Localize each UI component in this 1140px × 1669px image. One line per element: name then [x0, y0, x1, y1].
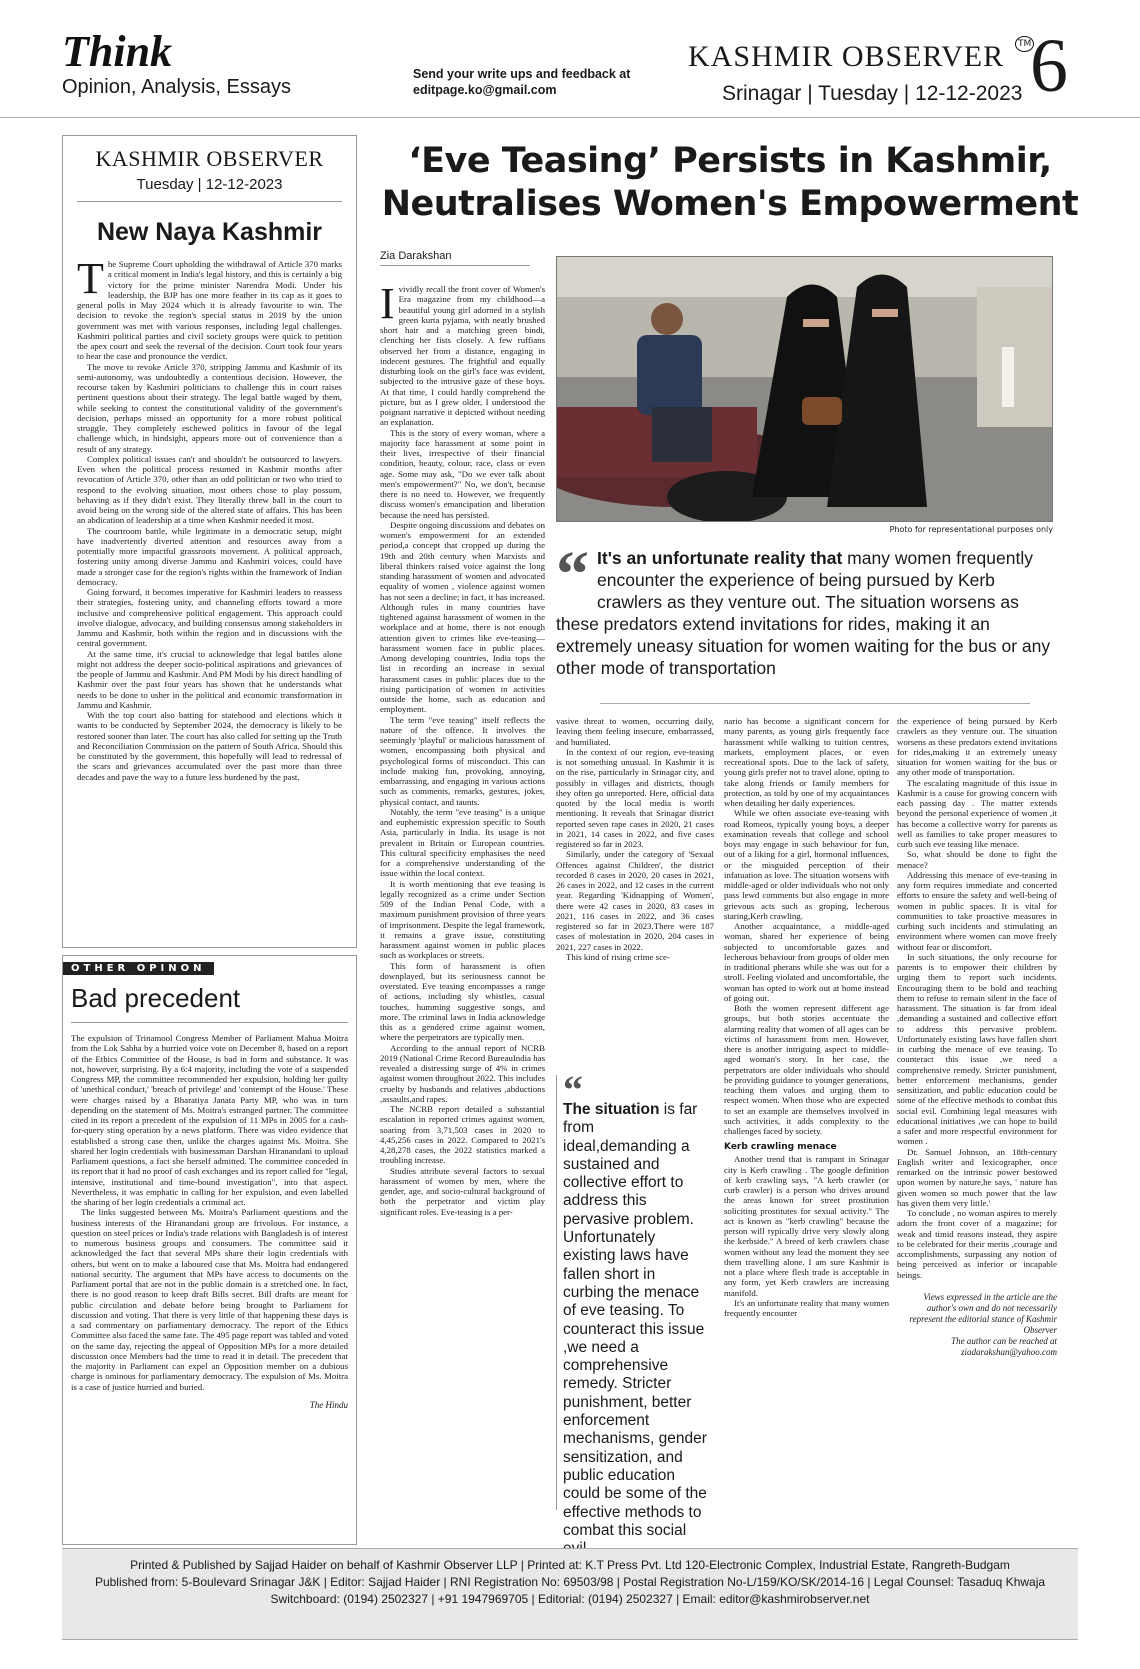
article-column-2: [556, 716, 714, 962]
paragraph: The term "eve teasing" itself reflects the nature of the offence. It involves the seemingly 'playful' or malicious harassment of women, encompassing both physical and psychological forms of misconduct. This can include making fun, provoking, annoying, embarrassing, and engaging in various actions such as comments, remarks, gestures, jokes, physical contact, and taunts.: [380, 714, 545, 807]
paragraph: The courtroom battle, while legitimate in a democratic setup, might have inadvertently diverted attention and resources away from a potentially more impactful grassroots movement. A political approach, fostering unity among diverse Jammu and Kashmiri voices, could have made a stronger case for the region's rights within the framework of Indian democracy.: [77, 525, 342, 587]
article-column-3: [724, 716, 889, 1318]
paragraph: The escalating magnitude of this issue in Kashmir is a cause for growing concern with each passing day . The matter extends beyond the personal experience of women ,it has become a collective worry for parents as well as families to take proper measures to curb such eve teasing like menace.: [897, 777, 1057, 849]
paragraph: Studies attribute several factors to sexual harassment of women by men, where the gender, age, and socio-cultural background of both the perpetrator and victim play significant roles. Eve-teasing is a per-: [380, 1165, 545, 1217]
imprint-line: Published from: 5-Boulevard Srinagar J&K | Editor: Sajjad Haider | RNI Registration No: 69503/98 | Postal Registration No-L/159/KO/SK/2014-16 | Legal Counsel: Tasaduq Khwaja: [94, 1575, 1046, 1589]
photo-illustration: [557, 257, 1053, 522]
paragraph: Going forward, it becomes imperative for Kashmiri leaders to reassess their strategies, fostering unity, and channeling efforts toward a more inclusive and comprehensive political engagement. This approach could involve dialogue, advocacy, and building consensus among stakeholders in Jammu and Kashmir, both within the region and in discussions with the central government.: [77, 587, 342, 649]
page-number: 6: [1030, 24, 1068, 108]
paragraph: The NCRB report detailed a substantial escalation in reported crimes against women, soaring from 3,71,503 cases in 2020 to 4,45,256 cases in 2022. Compared to 2021's 4,28,278 cases, the 2022 statistics marked a troubling increase.: [380, 1104, 545, 1166]
paragraph: The links suggested between Ms. Moitra's Parliament questions and the business interests of the Hiranandani group are frivolous. For instance, a question on steel prices or India's trade relations with Bangladesh is of interest to numerous business groups and consumers. The committee said it acknowledged the fact that several MPs share their login credentials with others, but went on to make a laboured case that Ms. Moitra had endangered national security. The argument that MPs have access to documents on the Parliament portal that are not in the public domain is a stretched one. In fact, there is no good reason to keep draft Bills secret. Bill drafts are meant for public circulation and debate before being brought to Parliament for discussion and voting. That there is very little of that happening these days is a sad commentary on parliamentary democracy. The report of the Ethics Committee also faced the same fate. The 495 page report was tabled and voted on the same day, rejecting the appeal of Opposition MPs for a more detailed discussion once Members had the time to read it in detail. The precedent that the majority in Parliament can expel an Opposition member on a dubious charge is ominous for parliamentary democracy. The expulsion of Ms. Moitra is a case of justice hurried and buried.: [71, 1207, 348, 1392]
divider: [600, 703, 1030, 704]
pull-quote-main: [556, 538, 1056, 679]
paragraph: So, what should be done to fight the menace?: [897, 849, 1057, 870]
byline: Zia Darakshan: [380, 250, 530, 266]
pull-quote-lead: The situation: [563, 1101, 660, 1118]
paragraph: Complex political issues can't and shouldn't be outsourced to lawyers. Even when the political process resumed in Kashmir months after revocation of Article 370, other than an odd politician or two who tried to respond to the evolving situation, most others chose to play possum, behaving as if they didn't exist. They literally threw ball in the court to avoid being on the wrong side of the altered state of affairs. This has been an abdication of leadership at a time when Kashmir needed it most.: [77, 453, 342, 526]
dropcap: T: [77, 254, 104, 303]
editorial-title: New Naya Kashmir: [96, 218, 323, 246]
paragraph: Another trend that is rampant in Srinagar city is Kerb crawling . The google definition of kerb crawling says, "A kerb crawler (or curb crawler) is a person who drives around the areas known for street prostitution soliciting prostitutes for sexual activity." The act is known as "kerb crawling" because the person will typically drive very slowly along the kerbside." A breed of kerb crawlers chase women without any lead the moment they see them travelling alone. I am sure Kashmir is not a place where flesh trade is acceptable in any form, yet Kerb crawlers are increasing manifold.: [724, 1154, 889, 1298]
paragraph: This is the story of every woman, where a majority face harassment at some point in their lives, irrespective of their financial condition, beauty, colour, race, class or even age. Some may ask, "Do we ever talk about men's empowerment?" No, we don't, because there is no need to. However, we frequently discuss women's emancipation and liberation because the need has persisted.: [380, 427, 545, 520]
pull-quote-side: [556, 1067, 708, 1539]
paragraph: In such situations, the only recourse for parents is to empower their children by urging them to report such incidents. Encouraging them to be bold and teaching them to refuse to remain silent in the face of harassment. The situation is far from ideal ,demanding a sustained and collective effort to address this pervasive problem. Unfortunately existing laws have fallen short in curbing the menace of eve teasing. To counteract this issue ,we need a comprehensive remedy. Stricter punishment, better enforcement mechanisms, gender sensitization, and public education could be some of the effective methods to combat this social evil. Combining legal measures with educational initiatives ,we can hope to build a safer and more respectful environment for women .: [897, 951, 1057, 1147]
quote-mark-icon: “: [563, 1067, 583, 1112]
paragraph: Another acquaintance, a middle-aged woman, shared her experience of being subjected to uncomfortable gazes and lecherous behaviour from groups of older men in traditional pherans while she was out for a stroll. Feeling violated and uncomfortable, the woman has opted to work out at home instead of going out.: [724, 921, 889, 1003]
paragraph: vasive threat to women, occurring daily, leaving them feeling insecure, embarrassed, and humiliated.: [556, 716, 714, 747]
paper-name: KASHMIR OBSERVER: [688, 40, 1005, 73]
article-column-4: [897, 716, 1057, 1358]
section-title: Think: [62, 27, 173, 76]
paragraph: The move to revoke Article 370, stripping Jammu and Kashmir of its semi-autonomy, was undoubtedly a contentious decision. However, the recourse taken by Kashmiri politicians to challenge this in court raises pertinent questions about their strategy. The legal battle waged by them, while seeking to contest the constitutional validity of the government's decision, perhaps missed an opportunity for a more robust political struggle. They completely eschewed politics in favour of the legal challenge which, in hindsight, appears more out of convenience than a result of any strategy.: [77, 361, 342, 454]
article-headline: [370, 140, 1090, 226]
feedback-email[interactable]: editpage.ko@gmail.com: [413, 83, 557, 97]
masthead: [0, 0, 1140, 118]
dateline: Srinagar | Tuesday | 12-12-2023: [722, 82, 1023, 105]
editorial-paper-name: KASHMIR OBSERVER: [95, 146, 324, 171]
subheading: Kerb crawling menace: [724, 1142, 837, 1153]
contact-line: The author can be reached at: [951, 1335, 1057, 1346]
imprint-footer: [62, 1548, 1078, 1640]
section-subtitle: Opinion, Analysis, Essays: [62, 76, 291, 98]
trademark-badge: TM: [1015, 36, 1034, 52]
section-tag: OTHER OPINON: [63, 962, 214, 975]
editorial-body: [77, 254, 342, 782]
quote-mark-icon: “: [556, 538, 589, 611]
other-opinion-title: Bad precedent: [71, 983, 348, 1023]
paragraph: vividly recall the front cover of Women's Era magazine from my childhood—a beautiful young girl adorned in a stylish green kurta pyjama, with neatly brushed short hair and a matching green bindi, clenching her fists closely. A few ruffians observed her from a distance, engaging in indecent gestures. The frightful and equally disturbing look on the girl's face was evident, subjected to the intrusive gaze of these boys. At that time, I could hardly comprehend the picture, but as I grew older, I understood the poignant narrative it depicted without needing an explanation.: [380, 284, 545, 428]
imprint-line: Switchboard: (0194) 2502327 | +91 1947969705 | Editorial: (0194) 2502327 | Email: editor@kashmirobserver.net: [270, 1592, 870, 1606]
paragraph: Notably, the term "eve teasing" is a unique and euphemistic expression specific to South Asia, particularly in India. Its usage is not prevalent in Britain or European countries. This cultural specificity emphasises the need for a comprehensive understanding of the issue within the local context.: [380, 806, 545, 879]
paragraph: This form of harassment is often downplayed, but its seriousness cannot be overstated. Eve teasing encompasses a range of actions, including sly whistles, casual touches, humming suggestive songs, and more. The criminal laws in India acknowledge this as a gendered crime against women, where the perpetrators are typically men.: [380, 960, 545, 1043]
dropcap: I: [380, 279, 395, 328]
paragraph: According to the annual report of NCRB 2019 (National Crime Record BureauIndia has revealed a distressing surge of 4% in crimes against women throughout 2022. This includes cruelty by husbands and relatives ,abductions ,assaults,and rapes.: [380, 1042, 546, 1104]
paragraph: It's an unfortunate reality that many women frequently encounter: [724, 1297, 889, 1318]
pull-quote-lead: It's an unfortunate reality that: [597, 548, 843, 568]
other-opinion-body: [71, 1033, 348, 1392]
feedback-note: [413, 66, 630, 98]
paragraph: To conclude , no woman aspires to merely adorn the front cover of a magazine; for weak and timid reasons instead, they aspire to be celebrated for their merits ,courage and accomplishments, surpassing any notion of being perceived as inferior or incapable beings.: [897, 1208, 1057, 1280]
article-column-1: [380, 279, 546, 1217]
other-opinion-box: [62, 955, 357, 1545]
source-credit: The Hindu: [309, 1399, 348, 1410]
paragraph: While we often associate eve-teasing with road Romeos, typically young boys, a deeper examination reveals that college and school boys may engage in such behaviour for fun, out of a liking for a girl, hormonal influences, or the misguided perception of their infatuation as love. The situation worsens with middle-aged or older individuals who not only pass lewd comments but also engage in more grievous acts such as groping, lecherous staring,Kerb crawling.: [724, 808, 889, 921]
paragraph: nario has become a significant concern for many parents, as young girls frequently face harassment while walking to tuition centres, markets, employment places, or even recreational spots. Due to the lack of safety, young girls prefer not to travel alone, opting to take along friends or family members for protection, as told by one of my acquaintances when detailing her daily experiences.: [724, 716, 889, 808]
paragraph: The expulsion of Trinamool Congress Member of Parliament Mahua Moitra from the Lok Sabha by a hurried voice vote on December 8, based on a report of the Ethics Committee of the House, is bad in form and substance. It was not, however, surprising. By a 6:4 majority, including the vote of a suspended Congress MP, the committee recommended her expulsion, holding her guilty of 'unethical conduct,' 'breach of privilege' and 'contempt of the House.' These were charges raised by a Bharatiya Janata Party MP, who was in turn depending on the statement of Ms. Moitra's estranged partner. The committee cited in its report a precedent of the expulsion of 11 MPs in 2005 for a cash-for-query sting operation by a news platform. There was video evidence that established a strong case then, unlike the charges against Ms. Moitra. She shared her login credentials with businessman Darshan Hiranandani to upload Parliament questions, a fact she herself admitted. The committee conceded in its report that it had no proof of cash exchanges and its report called for "legal, intensive, institutional and time-bound investigation", into that aspect. Nevertheless, it was emphatic in calling for her expulsion, and even labelled the sharing of her login credentials a criminal act.: [71, 1033, 348, 1207]
headline-line: ‘Eve Teasing’ Persists in Kashmir,: [408, 141, 1052, 181]
feedback-line: Send your write ups and feedback at: [413, 67, 631, 81]
editorial-date: Tuesday | 12-12-2023: [77, 176, 342, 202]
paragraph: Both the women represent different age groups, but both stories accentuate the alarming reality that women of all ages can be victims of harassment from men. However, there is another intriguing aspect to middle-aged woman's story. In her case, the perpetrators are older individuals who should be providing guidance to younger generations, teaching them values and urging them to respect women. When those who are expected to set an example are themselves involved in such activities, it adds complexity to the challenges faced by society.: [724, 1003, 889, 1136]
paragraph: It is worth mentioning that eve teasing is legally recognized as a crime under Section 509 of the Indian Penal Code, with a maximum punishment provision of three years of imprisonment. Despite the legal framework, it remains a grave issue, constituting harassment against women in public places such as workplaces or streets.: [380, 878, 545, 961]
pull-quote-text: many women frequently encounter the experience of being pursued by Kerb crawlers as they venture out. The situation worsens as these predators extend invitations for rides, making it an extremely uneasy situation for women waiting for the bus or any other mode of transportation: [556, 548, 1051, 678]
paragraph: This kind of rising crime sce-: [566, 951, 670, 962]
editorial-box: [62, 135, 357, 948]
paragraph: At the same time, it's crucial to acknowledge that legal battles alone might not address the deeper socio-political aspirations and grievances of the people of Jammu and Kashmir. And PM Modi by his direct handling of Kashmir over the past four years has shown that he understands what needs to be done to usher in the political and economic transformation in Jammu and Kashmir.: [77, 648, 342, 710]
paragraph: the experience of being pursued by Kerb crawlers as they venture out. The situation worsens as these predators extend invitations for rides,making it an extremely uneasy situation for women waiting for the bus or any other mode of transportation.: [897, 716, 1057, 778]
author-email[interactable]: ziadarakshan@yahoo.com: [960, 1346, 1057, 1357]
photo-caption: Photo for representational purposes only: [889, 525, 1053, 534]
paragraph: Despite ongoing discussions and debates on women's empowerment for an extended period,a concept that cropped up during the 19th and 20th century when Marxists and liberal thinkers raised voice against the long standing harassment of women and advocated equality of women , violence against women has not seen a decline; in fact, it has increased. Although rules in many countries have tightened against harassment of women in the workplace and at home, there is not enough attention given to crimes like eve-teasing—harassment women face in public places. Among developing countries, India tops the list in recording an increase in sexual harassment cases in public places due to the rising participation of women in activities outside the home, such as education and employment.: [380, 519, 545, 715]
paragraph: Similarly, under the category of 'Sexual Offences against Children', the district recorded 8 cases in 2020, 20 cases in 2021, 26 cases in 2022, and 12 cases in the current year. Regarding 'Kidnapping of Women', there were 42 cases in 2020, 83 cases in 2021, 116 cases in 2022, and 36 cases registered so far in 2023.There were 187 cases of molestation in 2020, 204 cases in 2021, 227 cases in 2022.: [556, 849, 714, 952]
views-disclaimer: Views expressed in the article are the author's own and do not necessarily represent the editorial stance of Kashmir Observer: [909, 1291, 1057, 1335]
paragraph: he Supreme Court upholding the withdrawal of Article 370 marks a critical moment in India's legal history, and this is certainly a big victory for the prime minister Narendra Modi. Under his leadership, the BJP has one more feather in its cap as it goes to general polls in May 2024 which it is already favourite to win. The decision to revoke the region's special status in 2019 by the union government was met with various responses, including legal challenges. Kashmiri political parties and civil society groups were quick to petition the apex court and seek the reversal of the decision. Court took four years to hear the case and pronounce the verdict.: [77, 259, 342, 362]
paragraph: Addressing this menace of eve-teasing in any form requires immediate and concerted efforts to ensure the safety and well-being of women in public spaces. It is vital for communities to take proactive measures in curbing such incidents and stimulating an environment where women can move freely without fear or discomfort.: [897, 869, 1057, 952]
paragraph: Dr. Samuel Johnson, an 18th-century English writer and lexicographer, once remarked on the intrinsic power bestowed upon women by nature,he says, ' nature has given women so much power that the law has given them very little.': [897, 1146, 1057, 1208]
paragraph: With the top court also batting for statehood and elections which it wants to be conducted by September 2024, the democracy is likely to be restored sooner than later. The court has also called for setting up the Truth and Reconciliation Commission on the pattern of South Africa. Should this be constituted by the government, this hopefully will lead to redressal of the scars and grievances accumulated over the past more than three decades and pave the way to a future less burdened by the past.: [77, 710, 342, 782]
headline-line: Neutralises Women's Empowerment: [381, 184, 1079, 224]
paragraph: In the context of our region, eve-teasing is not something unusual. In Kashmir it is on the rise, particularly in Srinagar city, and possibly in villages and districts, though they often go unreported. Here, official data quoted by the local media is worth mentioning. It reveals that Srinagar district reported seven rape cases in 2020, 21 cases in 2021, 14 cases in 2022, and five cases registered so far in 2023.: [556, 746, 714, 849]
imprint-line: Printed & Published by Sajjad Haider on behalf of Kashmir Observer LLP | Printed at: K.T Press Pvt. Ltd 120-Electronic Complex, Industrial Estate, Rangreth-Budgam: [130, 1558, 1010, 1572]
article-photo: [556, 256, 1053, 522]
pull-quote-text: is far from ideal,demanding a sustained and collective effort to address this pervasive problem. Unfortunately existing laws have fallen short in curbing the menace of eve teasing. To counteract this issue ,we need a comprehensive remedy. Stricter punishment, better enforcement mechanisms, gender sensitization, and public education could be some of the effective methods to combat this social: [563, 1101, 707, 1539]
